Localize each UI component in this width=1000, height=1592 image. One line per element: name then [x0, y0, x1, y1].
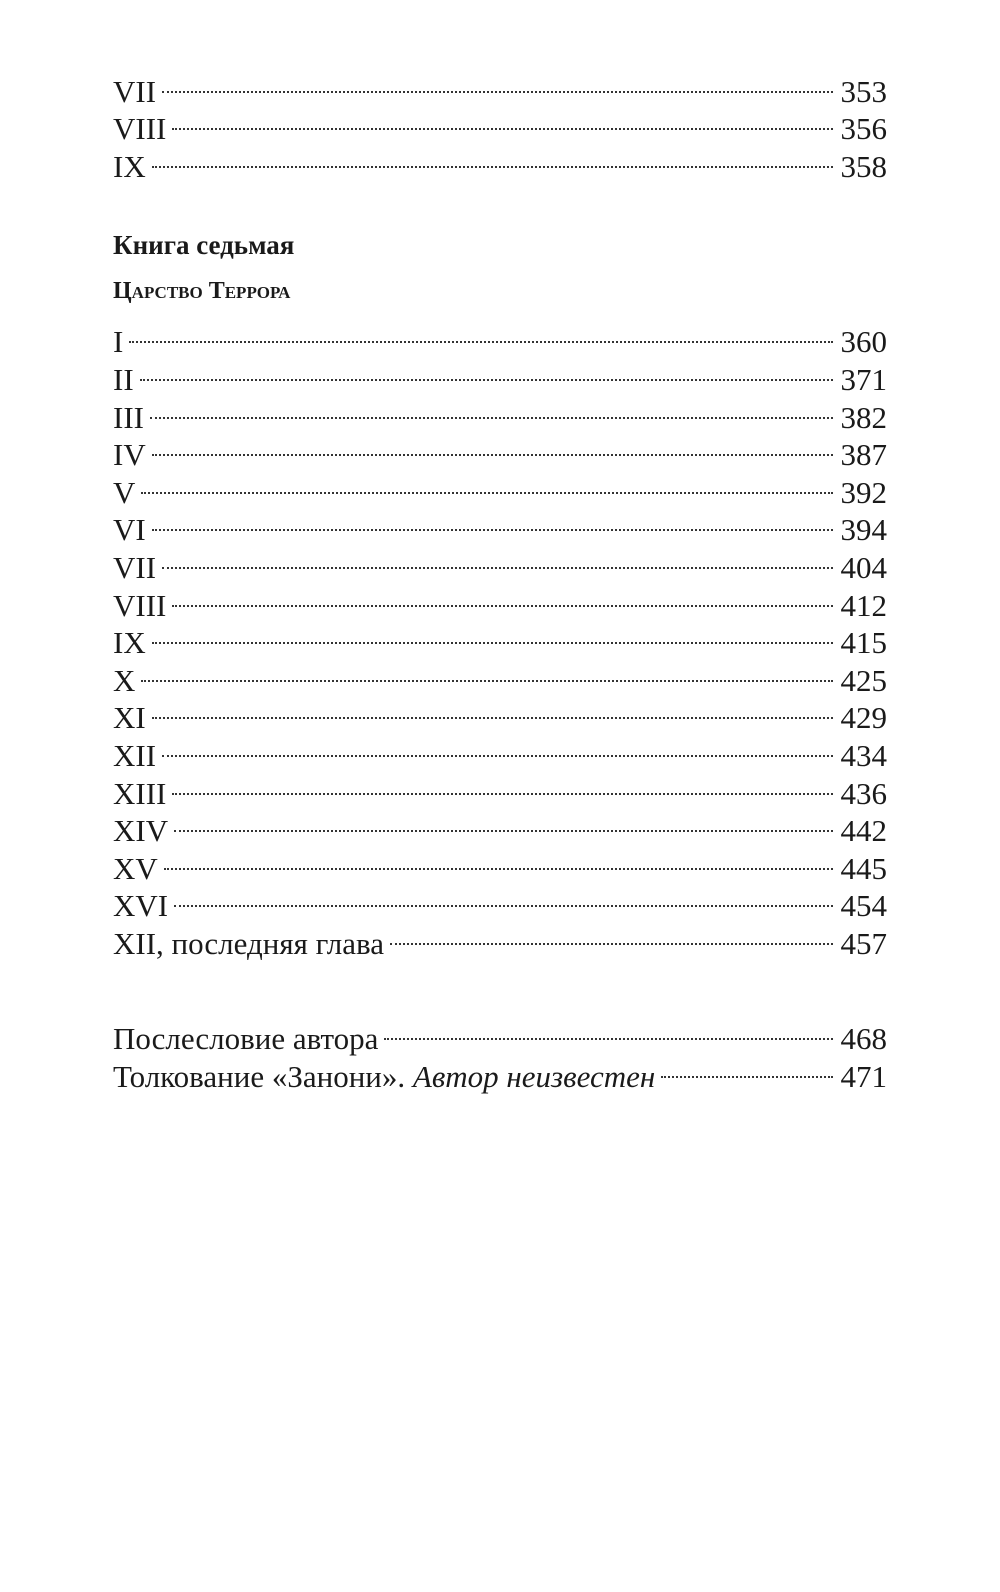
toc-row[interactable]	[113, 691, 887, 736]
toc-entry-label: XIV	[113, 813, 169, 849]
toc-entry-label: IX	[113, 625, 146, 661]
book-subheading: Царство Террора	[113, 277, 291, 304]
toc-entry-label: Послесловие автора	[113, 1021, 379, 1057]
toc-page-number: 457	[840, 925, 887, 961]
toc-page-number: 442	[840, 813, 887, 849]
toc-page-number: 392	[840, 474, 887, 510]
toc-row[interactable]	[113, 578, 887, 623]
toc-page-number: 429	[840, 700, 887, 736]
toc-page-number: 371	[840, 361, 887, 397]
toc-page-number: 358	[840, 148, 887, 184]
dot-leader	[150, 390, 833, 428]
toc-page-number: 436	[840, 775, 887, 811]
dot-leader	[174, 879, 832, 917]
toc-page-number: 356	[840, 111, 887, 147]
dot-leader	[152, 616, 833, 654]
dot-leader	[661, 1049, 832, 1087]
toc-row[interactable]	[113, 653, 887, 698]
toc-back-matter	[113, 1012, 887, 1095]
dot-leader	[164, 841, 833, 879]
toc-page-number: 425	[840, 662, 887, 698]
dot-leader	[384, 1012, 832, 1050]
dot-leader	[152, 139, 833, 177]
toc-row[interactable]	[113, 503, 887, 548]
toc-entry-label: X	[113, 662, 136, 698]
table-of-contents	[113, 64, 887, 1095]
toc-entry-label: I	[113, 324, 124, 360]
toc-row[interactable]	[113, 540, 887, 585]
dot-leader	[152, 503, 833, 541]
toc-entry-label: XII, последняя глава	[113, 925, 384, 961]
toc-page-number: 415	[840, 625, 887, 661]
toc-entry-label: VII	[113, 73, 157, 109]
toc-row[interactable]	[113, 465, 887, 510]
toc-page-number: 454	[840, 888, 887, 924]
toc-entry-label: XV	[113, 850, 158, 886]
dot-leader	[162, 728, 832, 766]
toc-row[interactable]	[113, 728, 887, 773]
dot-leader	[162, 64, 832, 102]
toc-row[interactable]	[113, 315, 887, 360]
toc-entry-label: XIII	[113, 775, 167, 811]
toc-page-number: 394	[840, 512, 887, 548]
toc-page-number: 404	[840, 549, 887, 585]
dot-leader	[172, 766, 832, 804]
dot-leader	[172, 102, 832, 140]
toc-entry-label: VI	[113, 512, 146, 548]
toc-page-number: 360	[840, 324, 887, 360]
toc-row[interactable]	[113, 64, 887, 109]
toc-entry-label: XI	[113, 700, 146, 736]
toc-page-number: 434	[840, 737, 887, 773]
toc-row[interactable]	[113, 766, 887, 811]
dot-leader	[152, 691, 833, 729]
dot-leader	[172, 578, 832, 616]
toc-row[interactable]	[113, 428, 887, 473]
toc-entry-label: III	[113, 399, 144, 435]
toc-page-number: 412	[840, 587, 887, 623]
toc-entry-title: Толкование «Занони».	[113, 1059, 406, 1095]
toc-section-book-six-end	[113, 64, 887, 184]
toc-section-book-seven	[113, 315, 887, 961]
toc-page-number: 468	[840, 1021, 887, 1057]
dot-leader	[152, 428, 833, 466]
toc-entry-label: VIII	[113, 111, 167, 147]
toc-entry-label: XII	[113, 737, 157, 773]
toc-row[interactable]	[113, 102, 887, 147]
dot-leader	[141, 653, 832, 691]
toc-page-number: 382	[840, 399, 887, 435]
toc-row[interactable]	[113, 139, 887, 184]
book-heading: Книга седьмая	[113, 229, 295, 260]
toc-entry-label	[113, 1058, 661, 1096]
toc-row[interactable]	[113, 916, 887, 961]
toc-entry-label: V	[113, 474, 136, 510]
toc-entry-label: XVI	[113, 888, 169, 924]
toc-row[interactable]	[113, 390, 887, 435]
toc-page-number: 387	[840, 437, 887, 473]
dot-leader	[390, 916, 833, 954]
toc-entry-label: II	[113, 361, 134, 397]
dot-leader	[141, 465, 832, 503]
toc-entry-label: IV	[113, 437, 146, 473]
dot-leader	[129, 315, 832, 353]
toc-row[interactable]	[113, 879, 887, 924]
toc-row[interactable]	[113, 841, 887, 886]
toc-row-afterword[interactable]	[113, 1012, 887, 1057]
dot-leader	[174, 804, 832, 842]
toc-entry-author: Автор неизвестен	[412, 1059, 656, 1095]
toc-page-number: 471	[840, 1059, 887, 1095]
toc-entry-label: IX	[113, 148, 146, 184]
toc-page-number: 445	[840, 850, 887, 886]
toc-row[interactable]	[113, 352, 887, 397]
toc-row[interactable]	[113, 804, 887, 849]
toc-row[interactable]	[113, 616, 887, 661]
toc-entry-label: VIII	[113, 587, 167, 623]
toc-page-number: 353	[840, 73, 887, 109]
toc-entry-label: VII	[113, 549, 157, 585]
dot-leader	[140, 352, 833, 390]
dot-leader	[162, 540, 832, 578]
